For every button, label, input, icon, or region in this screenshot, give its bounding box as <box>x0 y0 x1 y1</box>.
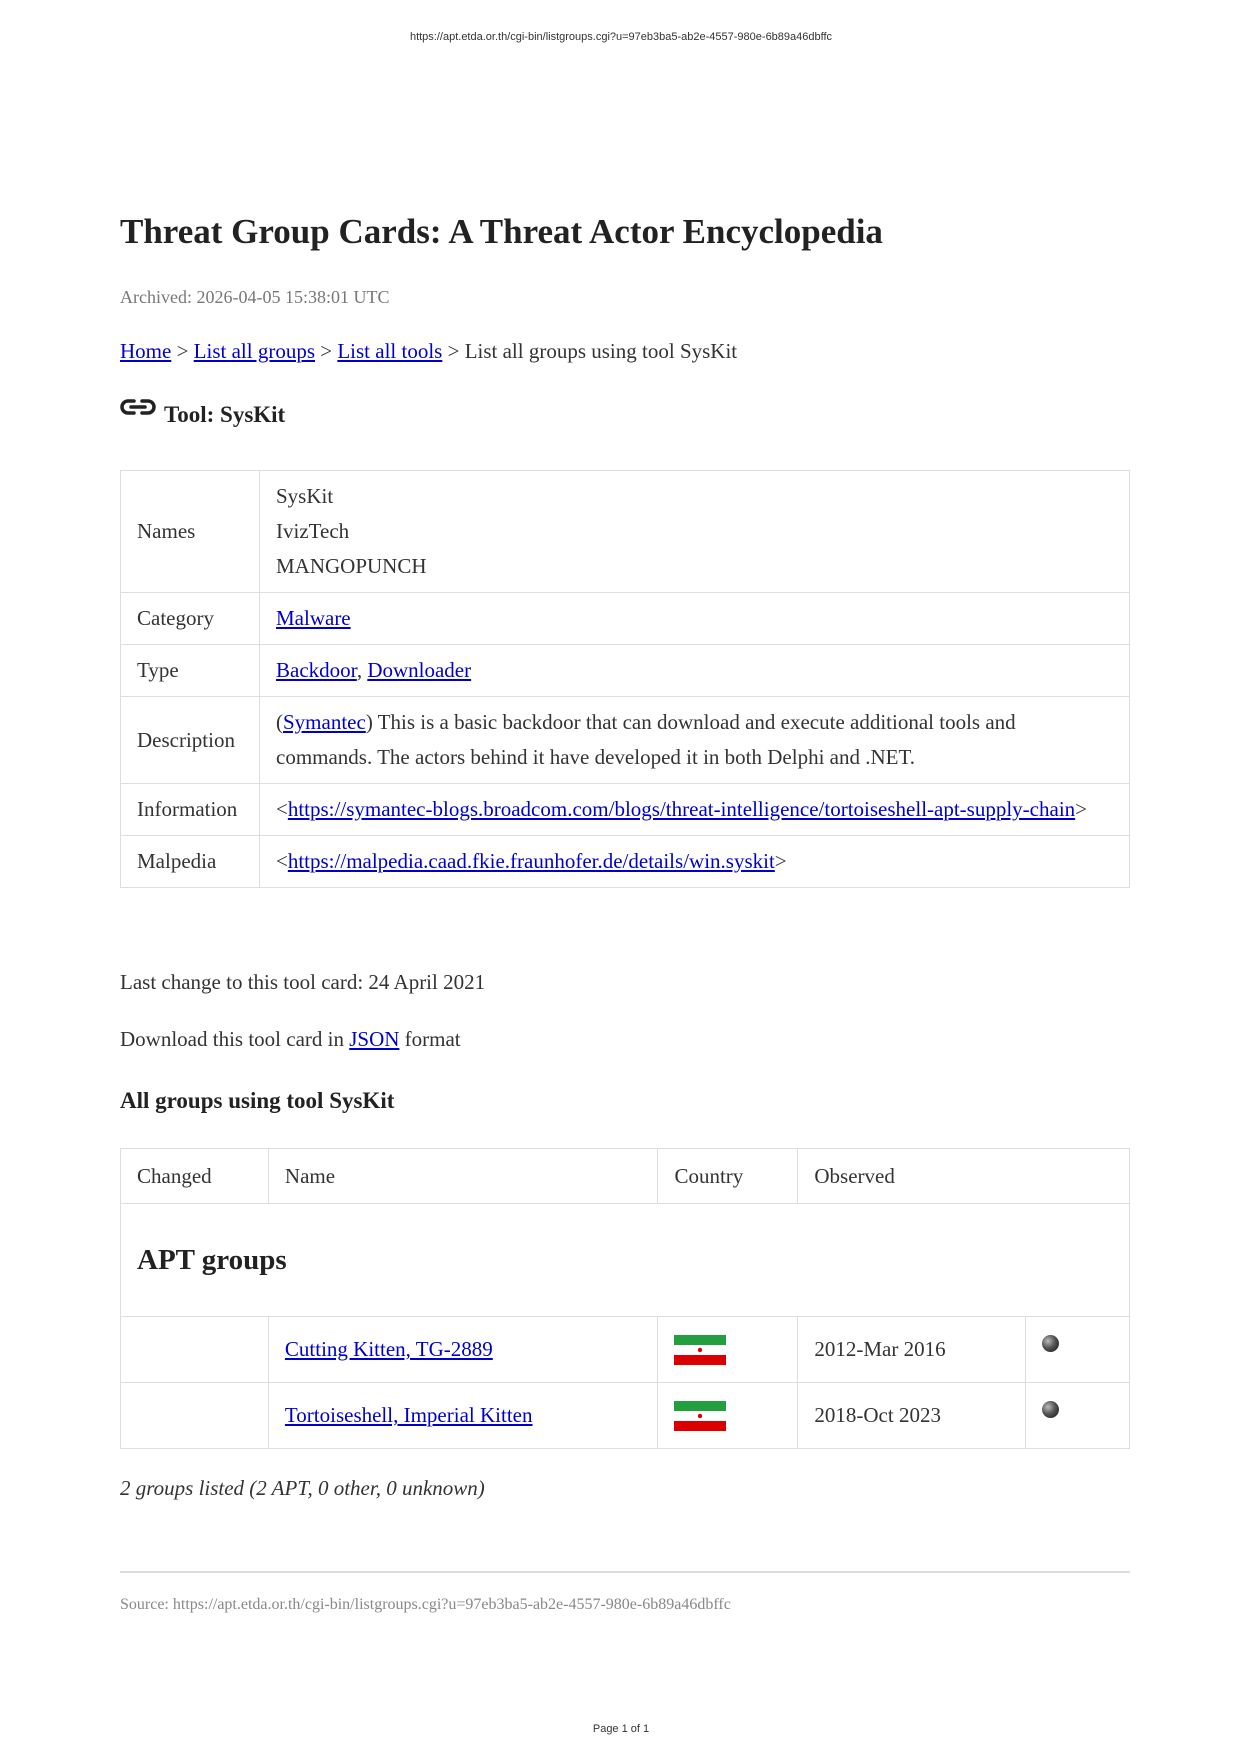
row-status <box>1026 1317 1130 1383</box>
name-item: IvizTech <box>276 519 350 543</box>
tool-card-row-category <box>121 593 1130 645</box>
section-cell <box>121 1204 1130 1317</box>
groups-table-header <box>121 1149 1130 1204</box>
json-download-link[interactable]: JSON <box>349 1027 400 1051</box>
groups-summary: 2 groups listed (2 APT, 0 other, 0 unknown) <box>120 1476 485 1500</box>
description-text: ) This is a basic backdoor that can download and execute additional tools and commands. The actors behind it have developed it in both Delphi and .NET. <box>276 710 1016 769</box>
description-label: Description <box>121 697 260 784</box>
malpedia-value <box>260 836 1130 888</box>
header-observed: Observed <box>798 1149 1130 1204</box>
groups-heading: All groups using tool SysKit <box>120 1088 395 1113</box>
row-country <box>658 1317 798 1383</box>
source-url: Source: https://apt.etda.or.th/cgi-bin/listgroups.cgi?u=97eb3ba5-ab2e-4557-980e-6b89a46dbffc <box>120 1596 731 1613</box>
information-gt: > <box>1075 797 1087 821</box>
tool-card-row-malpedia <box>121 836 1130 888</box>
malpedia-lt: < <box>276 849 288 873</box>
divider <box>120 1571 1130 1573</box>
tool-heading <box>120 402 285 428</box>
row-observed: 2018-Oct 2023 <box>798 1383 1026 1449</box>
breadcrumb-separator: > <box>171 339 194 363</box>
iran-flag-icon <box>674 1401 726 1431</box>
tool-card-row-description <box>121 697 1130 784</box>
type-downloader-link[interactable]: Downloader <box>367 658 472 682</box>
tool-heading-text: Tool: SysKit <box>164 402 286 427</box>
black-dot-icon <box>1042 1401 1059 1418</box>
tool-card-row-type <box>121 645 1130 697</box>
black-dot-icon <box>1042 1335 1059 1352</box>
malpedia-label: Malpedia <box>121 836 260 888</box>
information-value <box>260 784 1130 836</box>
page-title: Threat Group Cards: A Threat Actor Encyclopedia <box>120 212 883 251</box>
malpedia-gt: > <box>774 849 787 873</box>
row-status <box>1026 1383 1130 1449</box>
section-row <box>121 1204 1130 1317</box>
tool-card-table <box>120 470 1130 888</box>
type-backdoor-link[interactable]: Backdoor <box>276 658 357 682</box>
archived-timestamp: Archived: 2026-04-05 15:38:01 UTC <box>120 287 390 307</box>
name-item: MANGOPUNCH <box>276 554 427 578</box>
category-value <box>260 593 1130 645</box>
print-footer-page-number: Page 1 of 1 <box>592 1723 650 1735</box>
groups-table <box>120 1148 1130 1449</box>
header-changed: Changed <box>121 1149 269 1204</box>
download-line <box>120 1027 461 1052</box>
row-observed: 2012-Mar 2016 <box>798 1317 1026 1383</box>
breadcrumb-home-link[interactable]: Home <box>120 339 172 363</box>
link-icon <box>120 395 156 419</box>
type-value <box>260 645 1130 697</box>
download-after: format <box>399 1027 461 1051</box>
row-name <box>268 1383 658 1449</box>
last-change: Last change to this tool card: 24 April 2021 <box>120 970 486 994</box>
breadcrumb-separator: > <box>315 339 338 363</box>
row-country <box>658 1383 798 1449</box>
print-header-url: https://apt.etda.or.th/cgi-bin/listgroups.cgi?u=97eb3ba5-ab2e-4557-980e-6b89a46dbffc <box>409 31 833 43</box>
names-value <box>260 471 1130 593</box>
row-changed <box>121 1383 269 1449</box>
description-source-link[interactable]: Symantec <box>283 710 366 734</box>
header-name: Name <box>268 1149 658 1204</box>
breadcrumb-current: List all groups using tool SysKit <box>464 339 738 363</box>
header-country: Country <box>658 1149 798 1204</box>
tool-card-row-information <box>121 784 1130 836</box>
information-link[interactable]: https://symantec-blogs.broadcom.com/blogs/threat-intelligence/tortoiseshell-apt-supply-chain <box>287 797 1076 821</box>
category-malware-link[interactable]: Malware <box>276 606 351 630</box>
names-label: Names <box>121 471 260 593</box>
row-name <box>268 1317 658 1383</box>
download-before: Download this tool card in <box>120 1027 350 1051</box>
table-row <box>121 1383 1130 1449</box>
type-separator: , <box>356 658 368 682</box>
group-link[interactable]: Cutting Kitten, TG-2889 <box>284 1337 493 1361</box>
information-lt: < <box>276 797 288 821</box>
row-changed <box>121 1317 269 1383</box>
malpedia-link[interactable]: https://malpedia.caad.fkie.fraunhofer.de/details/win.syskit <box>287 849 775 873</box>
description-paren: ( <box>276 710 283 734</box>
category-label: Category <box>121 593 260 645</box>
breadcrumb-separator: > <box>442 339 465 363</box>
table-row <box>121 1317 1130 1383</box>
breadcrumb-tools-link[interactable]: List all tools <box>337 339 443 363</box>
section-title: APT groups <box>137 1243 287 1276</box>
name-item: SysKit <box>276 484 334 508</box>
breadcrumb <box>120 339 737 364</box>
type-label: Type <box>121 645 260 697</box>
tool-card-row-names <box>121 471 1130 593</box>
group-link[interactable]: Tortoiseshell, Imperial Kitten <box>284 1403 533 1427</box>
description-value <box>260 697 1130 784</box>
information-label: Information <box>121 784 260 836</box>
iran-flag-icon <box>674 1335 726 1365</box>
breadcrumb-groups-link[interactable]: List all groups <box>193 339 315 363</box>
